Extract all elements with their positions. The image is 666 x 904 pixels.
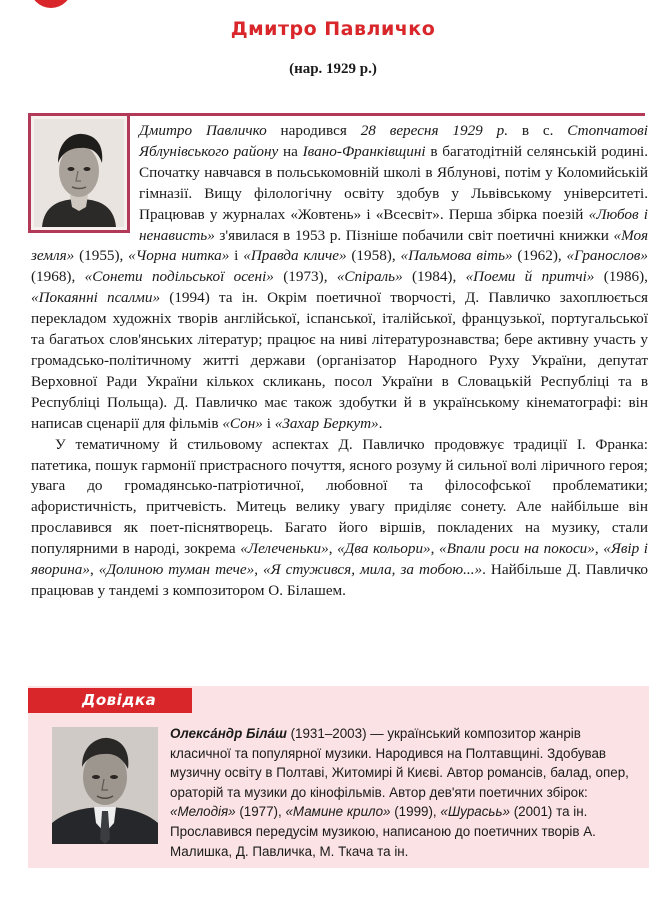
text-run: «Захар Беркут» xyxy=(274,414,379,432)
text-run: 28 вересня 1929 р. xyxy=(360,122,508,139)
text-run: з'явилася в 1953 р. Пізніше побачили світ поетичні книжки xyxy=(214,226,614,244)
composer-photo-icon xyxy=(52,727,158,844)
text-run: (1986), xyxy=(594,268,648,286)
text-run: «Я стужився, мила, за тобою...» xyxy=(263,561,483,579)
text-run: (1977), xyxy=(235,804,286,820)
text-run: . Найбільше Д. Павличко працював у тандемі з композитором О. Білашем. xyxy=(31,561,649,599)
text-run: (1999), xyxy=(390,804,441,820)
text-run: «Спіраль» xyxy=(336,268,403,286)
reference-text xyxy=(170,724,640,861)
text-run: (1931–2003) — український композитор жанрів класичної та популярної музики. Народився на Полтавщині. Здобував музичну освіту в Полтаві, Житомирі й Києві. Автор романсів, балад, опер, ораторій та музики до кінофільмів. Автор дев'яти поетичних збірок: xyxy=(170,726,629,800)
text-run: , xyxy=(430,540,440,558)
biography-text xyxy=(31,121,648,602)
text-run: , xyxy=(89,561,99,579)
text-run: , xyxy=(594,540,604,558)
text-run: Стопчатові Яблунівського району xyxy=(139,122,648,160)
text-run: (1955), xyxy=(74,247,129,265)
text-run: «Шурасьь» xyxy=(440,804,510,820)
text-run: «Гранослов» xyxy=(566,247,648,265)
text-run: «Правда кличе» xyxy=(243,247,347,265)
text-run: «Поеми й притчі» xyxy=(465,268,595,286)
text-run: (1958), xyxy=(346,247,401,265)
text-run: . xyxy=(378,414,383,432)
text-run: «Лелеченьки» xyxy=(240,540,329,558)
text-run: і xyxy=(229,247,244,265)
text-run: «Впали роси на покоси» xyxy=(439,540,595,558)
text-run: в с. xyxy=(508,122,568,139)
text-run: «Моя земля» xyxy=(31,226,648,265)
page-title: Дмитро Павличко xyxy=(230,18,436,40)
corner-decoration xyxy=(30,0,72,8)
text-run: Олекса́ндр Біла́ш xyxy=(170,726,287,741)
frame-top-line xyxy=(130,113,645,116)
text-run: на xyxy=(278,142,303,160)
text-run: (1968), xyxy=(31,268,85,286)
text-run: «Мелодія» xyxy=(170,804,236,820)
text-run: «Любов і ненависть» xyxy=(139,205,648,244)
text-run: «Два кольори» xyxy=(337,540,431,558)
reference-tab: Довідка xyxy=(28,688,192,713)
bio-paragraph-2 xyxy=(31,435,648,602)
text-run: (1994) та ін. Окрім поетичної творчості, Д. Павличко захоплюється перекладом художніх творів англійської, іспанської, італійської, французької, португальської та багатьох слов'янських літератур; працює на ниві літературознавства; бере активну участь у громадсько-політичному житті держави (організатор Народного Руху України, депутат Верховної Ради України кількох скликань, посол України в Словацькій Республіці та в Республіці Польща). Д. Павличко має також здобутки й в українському кінематографі: він написав сценарії для фільмів xyxy=(31,289,648,432)
text-run: , xyxy=(328,540,338,558)
text-run: «Явір і яворина» xyxy=(31,540,649,579)
life-dates: (нар. 1929 р.) xyxy=(289,61,377,77)
text-run: (1973), xyxy=(273,268,337,286)
text-run: народився xyxy=(266,122,361,139)
text-run: (1962), xyxy=(512,247,567,265)
text-run: , xyxy=(254,561,263,579)
text-run: «Покаянні псалми» xyxy=(31,289,161,307)
text-run: У тематичному й стильовому аспектах Д. Павличко продовжує традиції І. Франка: патетика, пошук гармонії пристрасного почуття, ясного розуму й сильної волі ліричного героя; увага до громадянсько-патріотичної, любовної та філософської проблематики; афористичність, притчевість. Митець велику увагу приділяє сонету. Але найбільше він прославився як поет-піснятворець. Багато його віршів, покладених на музику, стали популярними в народі, зокрема xyxy=(31,435,648,558)
text-run: «Чорна нитка» xyxy=(128,247,230,265)
text-run: «Мамине крило» xyxy=(285,804,391,820)
composer-portrait xyxy=(52,727,158,844)
text-run: (2001) та ін. Прославився передусім музикою, написаною до поетичних творів А. Малишка, Д. Павличка, М. Ткача та ін. xyxy=(170,804,596,859)
text-run: в багатодітній селянській родині. Спочатку навчався в польськомовній школі в Яблунові, потім у Коломийській гімназії. Вищу філологічну освіту здобув у Львівському університеті. Працював у журналах «Жовтень» і «Всесвіт». Перша збірка поезій xyxy=(139,142,648,223)
text-run: Івано-Франківщині xyxy=(302,142,426,160)
text-run: і xyxy=(262,414,275,432)
text-run: «Сон» xyxy=(222,414,263,432)
text-run: Дмитро Павличко xyxy=(139,122,267,139)
text-run: (1984), xyxy=(402,268,466,286)
text-run: «Долиною туман тече» xyxy=(98,561,255,579)
text-run: «Пальмова віть» xyxy=(400,247,513,265)
text-run: «Сонети подільської осені» xyxy=(84,268,274,286)
